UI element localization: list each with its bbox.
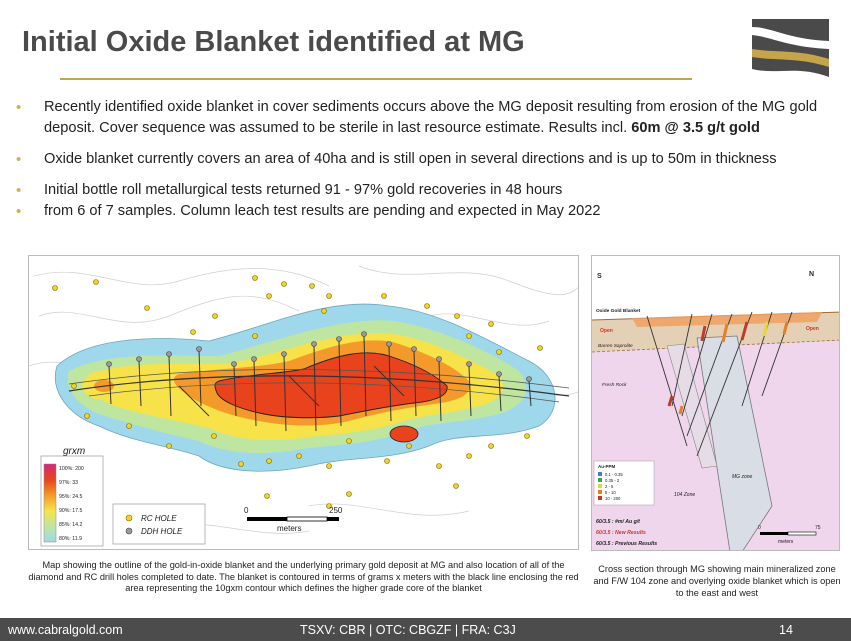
legend-level: 80%: 11.9 (59, 536, 82, 542)
fresh-rock-label: Fresh Rock (602, 383, 627, 388)
bullet-item (14, 180, 834, 201)
au-ppm-swatch (598, 472, 602, 476)
title-divider (60, 78, 692, 80)
au-ppm-swatch (598, 484, 602, 488)
map-caption: Map showing the outline of the gold-in-oxide blanket and the underlying primary gold deposit at MG and also location of all of the diamond and RC drill holes completed to date. The blanket is contoured in terms of grams x meters with the black line enclosing the red area representing the 10gxm contour which defines the higher grade core of the blanket (28, 560, 579, 593)
oxide-blanket-map (28, 255, 579, 550)
au-ppm-swatch (598, 490, 602, 494)
scale-unit: meters (277, 524, 302, 533)
rc-hole-legend-icon (126, 515, 132, 521)
section-south-label: S (597, 273, 602, 280)
map-legend (41, 446, 103, 546)
footer-bar (0, 618, 851, 641)
page-number: 14 (779, 623, 793, 637)
bullet-item (14, 149, 834, 170)
ddh-hole-label: DDH HOLE (141, 527, 183, 536)
bullet-text: from 6 of 7 samples. Column leach test results are pending and expected in May 2022 (44, 203, 601, 219)
au-ppm-range: 0.35 - 2 (605, 478, 620, 483)
ddh-hole-legend-icon (126, 528, 132, 534)
section-note-format: 60/3.5 : #m/ Au g/t (596, 519, 640, 525)
au-ppm-range: 5 - 10 (605, 490, 616, 495)
section-scale-end: 75 (815, 525, 821, 531)
bullet-dot-icon: • (16, 151, 22, 168)
au-ppm-swatch (598, 496, 602, 500)
bullet-item (14, 201, 834, 222)
au-ppm-range: 10 - 200 (605, 496, 621, 501)
open-right-label: Open (806, 326, 819, 332)
hole-type-legend (113, 504, 205, 544)
scale-start: 0 (244, 506, 249, 515)
bullet-text: Oxide blanket currently covers an area of 40ha and is still open in several directions and is up to 50m in thickness (44, 151, 777, 167)
scale-end: 250 (329, 506, 343, 515)
mg-zone-label: MG zone (732, 474, 753, 480)
legend-level: 95%: 24.5 (59, 494, 83, 500)
company-logo-icon (752, 19, 829, 86)
saprolite-label: Barren Saprolite (598, 344, 633, 349)
oxide-blanket-label: Oxide Gold Blanket (596, 309, 641, 314)
open-left-label: Open (600, 328, 613, 334)
au-ppm-range: 0.1 - 0.35 (605, 472, 623, 477)
bullet-dot-icon: • (16, 203, 22, 220)
map-graphic (29, 256, 579, 550)
footer-tickers: TSXV: CBR | OTC: CBGZF | FRA: C3J (300, 623, 516, 637)
au-ppm-legend (594, 461, 654, 505)
section-scale-start: 0 (758, 525, 761, 531)
legend-level: 100%: 200 (59, 466, 84, 472)
cross-section-figure (591, 255, 840, 551)
bullet-list (14, 97, 834, 222)
section-caption: Cross section through MG showing main mineralized zone and F/W 104 zone and overlying oxide blanket which is open to the east and west (593, 564, 841, 598)
rc-hole-label: RC HOLE (141, 514, 177, 523)
bullet-text: Initial bottle roll metallurgical tests returned 91 - 97% gold recoveries in 48 hours (44, 182, 563, 198)
high-grade-pod (390, 426, 418, 442)
section-note-previous: 60/3.5 : Previous Results (596, 541, 658, 547)
bullet-item (14, 97, 834, 139)
section-graphic (592, 256, 840, 551)
page-title: Initial Oxide Blanket identified at MG (22, 26, 525, 58)
map-scale-bar (244, 506, 343, 533)
footer-website: www.cabralgold.com (8, 623, 123, 637)
legend-level: 90%: 17.5 (59, 508, 83, 514)
legend-level: 85%: 14.2 (59, 522, 83, 528)
au-ppm-title: Au-PPM (598, 464, 616, 469)
bullet-dot-icon: • (16, 99, 22, 116)
legend-level: 97%: 33 (59, 480, 79, 486)
legend-title: grxm (63, 446, 86, 457)
section-note-new: 60/3.5 : New Results (596, 530, 646, 536)
au-ppm-swatch (598, 478, 602, 482)
au-ppm-range: 2 - 5 (605, 484, 614, 489)
bullet-text: Recently identified oxide blanket in cover sediments occurs above the MG deposit resulting from erosion of the MG gold deposit. Cover sequence was assumed to be sterile in last resource estimate. Results incl. (44, 99, 818, 136)
section-scale-unit: meters (778, 539, 794, 545)
bullet-dot-icon: • (16, 182, 22, 199)
bullet-highlight: 60m @ 3.5 g/t gold (631, 120, 760, 136)
section-north-label: N (809, 271, 815, 278)
zone-104-label: 104 Zone (674, 492, 696, 498)
